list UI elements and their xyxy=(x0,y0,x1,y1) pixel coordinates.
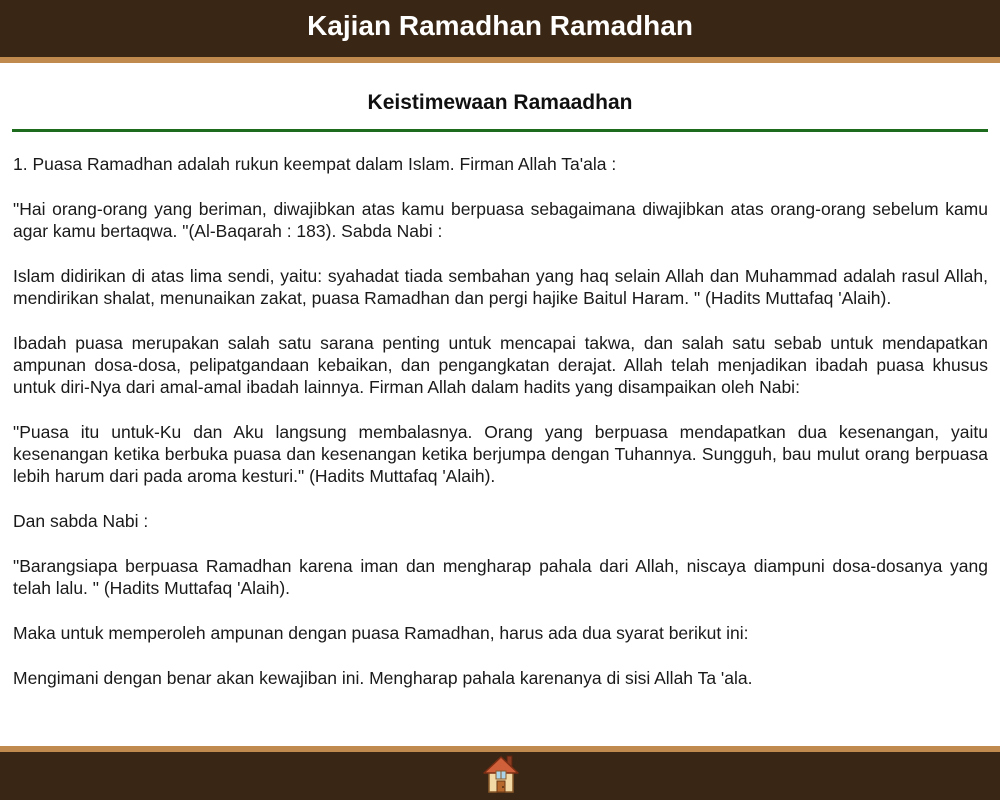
app-title: Kajian Ramadhan Ramadhan xyxy=(307,10,693,41)
article-paragraph: Ibadah puasa merupakan salah satu sarana penting untuk mencapai takwa, dan salah satu sebab untuk mendapatkan ampunan dosa-dosa, pelipatgandaan kebaikan, dan pengangkatan derajat. Allah telah menjadikan ibadah puasa khusus untuk diri-Nya dari amal-amal ibadah lainnya. Firman Allah dalam hadits yang disampaikan oleh Nabi: xyxy=(13,333,988,397)
content-area[interactable] xyxy=(0,63,1000,746)
page-title: Keistimewaan Ramaadhan xyxy=(367,91,633,114)
title-divider xyxy=(12,129,988,132)
article-paragraph: 1. Puasa Ramadhan adalah rukun keempat dalam Islam. Firman Allah Ta'ala : xyxy=(13,154,617,174)
article-body xyxy=(13,153,988,712)
article-paragraph: Mengimani dengan benar akan kewajiban ini. Mengharap pahala karenanya di sisi Allah Ta 'ala. xyxy=(13,668,753,688)
app-header xyxy=(0,0,1000,57)
article-paragraph: "Puasa itu untuk-Ku dan Aku langsung membalasnya. Orang yang berpuasa mendapatkan dua kesenangan, yaitu kesenangan ketika berbuka puasa dan kesenangan ketika berjumpa dengan Tuhannya. Sungguh, bau mulut orang berpuasa lebih harum dari pada aroma kesturi." (Hadits Muttafaq 'Alaih). xyxy=(13,422,988,486)
home-button[interactable] xyxy=(482,752,520,796)
article-paragraph: Maka untuk memperoleh ampunan dengan puasa Ramadhan, harus ada dua syarat berikut ini: xyxy=(13,623,749,643)
article-paragraph: Dan sabda Nabi : xyxy=(13,511,149,531)
article-paragraph: Islam didirikan di atas lima sendi, yaitu: syahadat tiada sembahan yang haq selain Allah dan Muhammad adalah rasul Allah, mendirikan shalat, menunaikan zakat, puasa Ramadhan dan pergi hajike Baitul Haram. " (Hadits Muttafaq 'Alaih). xyxy=(13,266,988,308)
article-paragraph: "Hai orang-orang yang beriman, diwajibkan atas kamu berpuasa sebagaimana diwajibkan atas orang-orang sebelum kamu agar kamu bertaqwa. "(Al-Baqarah : 183). Sabda Nabi : xyxy=(13,199,988,241)
article-paragraph: "Barangsiapa berpuasa Ramadhan karena iman dan mengharap pahala dari Allah, niscaya diampuni dosa-dosanya yang telah lalu. " (Hadits Muttafaq 'Alaih). xyxy=(13,556,988,598)
home-icon xyxy=(482,752,520,796)
